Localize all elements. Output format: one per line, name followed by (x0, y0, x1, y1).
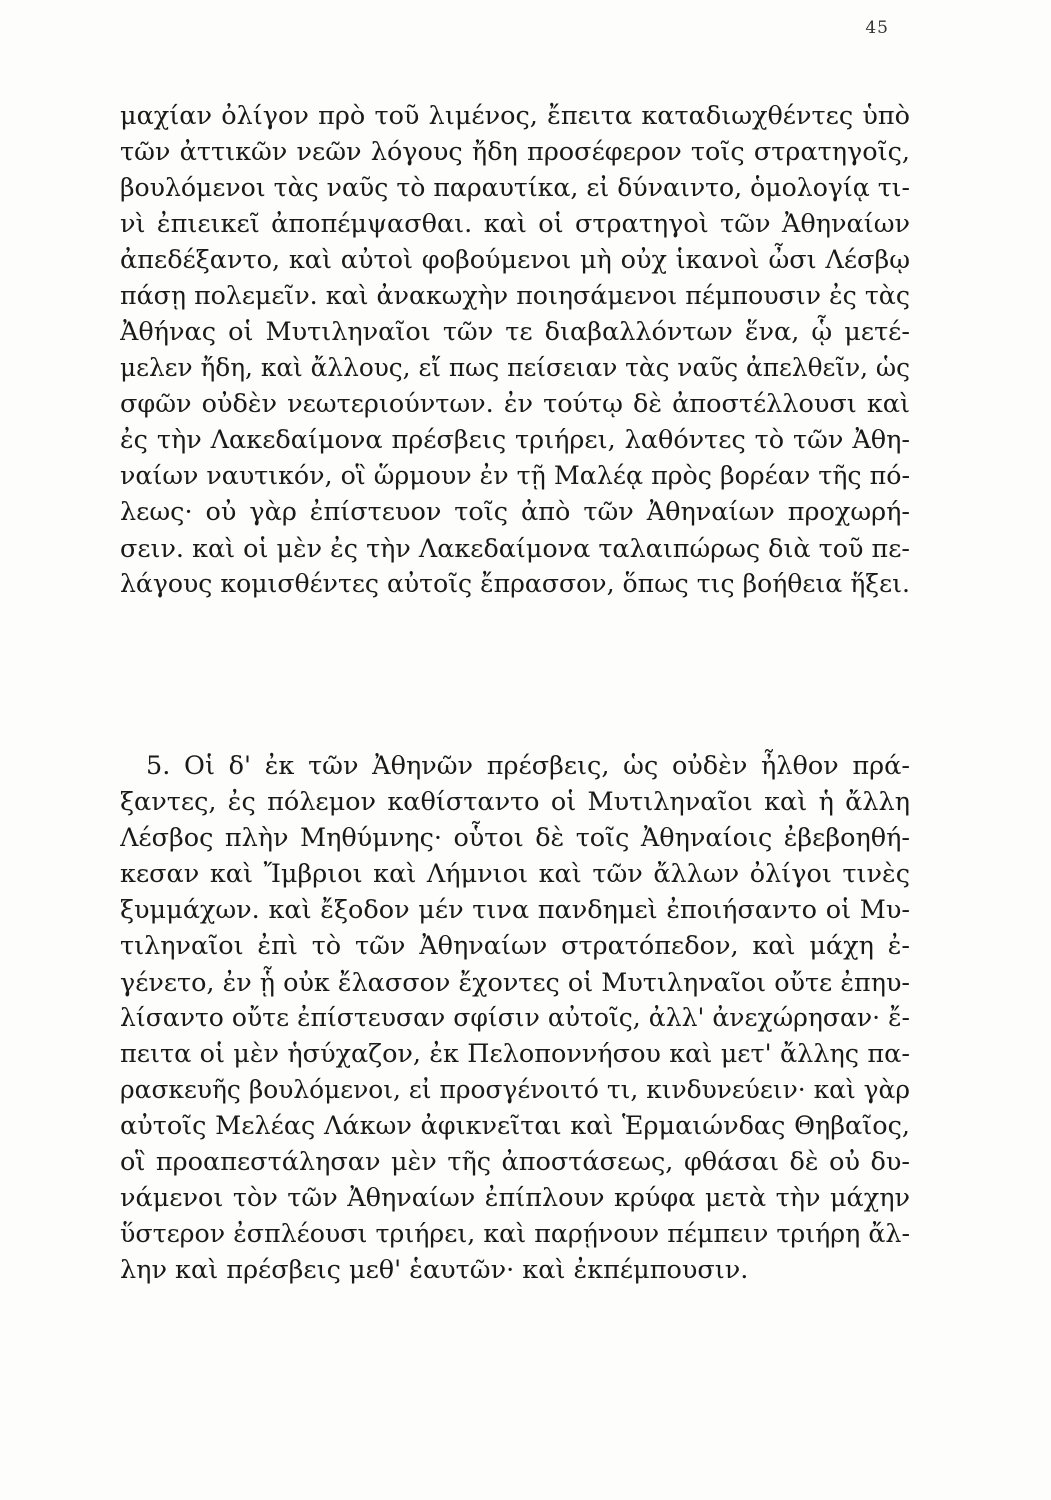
text-line: λάγους κομισθέντες αὐτοῖς ἔπρασσον, ὅπως τις βοήθεια ἥξει. (120, 569, 910, 598)
paragraph-1 (120, 98, 910, 602)
text-line: 5. Οἱ δ' ἐκ τῶν Ἀθηνῶν πρέσβεις, ὡς οὐδὲν ἦλθον πρά- (146, 751, 910, 781)
text-line: ὕστερον ἐσπλέουσι τριήρει, καὶ παρῄνουν πέμπειν τριήρη ἄλ- (120, 1219, 910, 1248)
text-line: αὐτοῖς Μελέας Λάκων ἀφικνεῖται καὶ Ἑρμαιώνδας Θηβαῖος, (120, 1111, 910, 1141)
text-line: ἀπεδέξαντο, καὶ αὐτοὶ φοβούμενοι μὴ οὐχ ἱκανοὶ ὦσι Λέσβῳ (120, 245, 910, 275)
paragraph-2 (120, 748, 910, 1288)
text-line: ἐς τὴν Λακεδαίμονα πρέσβεις τριήρει, λαθόντες τὸ τῶν Ἀθη- (120, 425, 910, 455)
text-line: μελεν ἤδη, καὶ ἄλλους, εἴ πως πείσειαν τὰς ναῦς ἀπελθεῖν, ὡς (120, 353, 910, 382)
text-line: Ἀθήνας οἱ Μυτιληναῖοι τῶν τε διαβαλλόντων ἕνα, ᾧ μετέ- (120, 317, 910, 347)
text-line: ρασκευῆς βουλόμενοι, εἰ προσγένοιτό τι, κινδυνεύειν· καὶ γὰρ (120, 1075, 910, 1104)
text-line: γένετο, ἐν ᾗ οὐκ ἔλασσον ἔχοντες οἱ Μυτιληναῖοι οὔτε ἐπηυ- (120, 967, 910, 997)
text-line: νὶ ἐπιεικεῖ ἀποπέμψασθαι. καὶ οἱ στρατηγοὶ τῶν Ἀθηναίων (120, 209, 910, 239)
text-line: ναίων ναυτικόν, οἳ ὥρμουν ἐν τῇ Μαλέᾳ πρὸς βορέαν τῆς πό- (120, 461, 910, 490)
text-line: λην καὶ πρέσβεις μεθ' ἑαυτῶν· καὶ ἐκπέμπουσιν. (120, 1255, 749, 1285)
page-number: 45 (865, 18, 889, 38)
text-line: σφῶν οὐδὲν νεωτεριούντων. ἐν τούτῳ δὲ ἀποστέλλουσι καὶ (120, 389, 910, 419)
text-line: τῶν ἀττικῶν νεῶν λόγους ἤδη προσέφερον τοῖς στρατηγοῖς, (120, 137, 910, 167)
text-line: κεσαν καὶ Ἴμβριοι καὶ Λήμνιοι καὶ τῶν ἄλλων ὀλίγοι τινὲς (120, 859, 910, 889)
text-line: ξυμμάχων. καὶ ἔξοδον μέν τινα πανδημεὶ ἐποιήσαντο οἱ Μυ- (120, 895, 910, 925)
text-line: πειτα οἱ μὲν ἡσύχαζον, ἐκ Πελοποννήσου καὶ μετ' ἄλλης πα- (120, 1039, 910, 1069)
text-line: μαχίαν ὀλίγον πρὸ τοῦ λιμένος, ἔπειτα καταδιωχθέντες ὑπὸ (120, 101, 910, 131)
text-line: νάμενοι τὸν τῶν Ἀθηναίων ἐπίπλουν κρύφα μετὰ τὴν μάχην (120, 1183, 910, 1213)
text-line: ξαντες, ἐς πόλεμον καθίσταντο οἱ Μυτιληναῖοι καὶ ἡ ἄλλη (120, 787, 910, 817)
text-line: λίσαντο οὔτε ἐπίστευσαν σφίσιν αὐτοῖς, ἀλλ' ἀνεχώρησαν· ἔ- (120, 1003, 910, 1032)
text-line: οἳ προαπεστάλησαν μὲν τῆς ἀποστάσεως, φθάσαι δὲ οὐ δυ- (120, 1147, 910, 1177)
text-line: τιληναῖοι ἐπὶ τὸ τῶν Ἀθηναίων στρατόπεδον, καὶ μάχη ἐ- (120, 931, 910, 961)
text-line: λεως· οὐ γὰρ ἐπίστευον τοῖς ἀπὸ τῶν Ἀθηναίων προχωρή- (120, 497, 910, 527)
text-line: Λέσβος πλὴν Μηθύμνης· οὗτοι δὲ τοῖς Ἀθηναίοις ἐβεβοηθή- (120, 823, 910, 853)
text-line: βουλόμενοι τὰς ναῦς τὸ παραυτίκα, εἰ δύναιντο, ὁμολογίᾳ τι- (120, 173, 910, 202)
text-line: πάσῃ πολεμεῖν. καὶ ἀνακωχὴν ποιησάμενοι πέμπουσιν ἐς τὰς (120, 281, 910, 310)
text-line: σειν. καὶ οἱ μὲν ἐς τὴν Λακεδαίμονα ταλαιπώρως διὰ τοῦ πε- (120, 533, 910, 563)
